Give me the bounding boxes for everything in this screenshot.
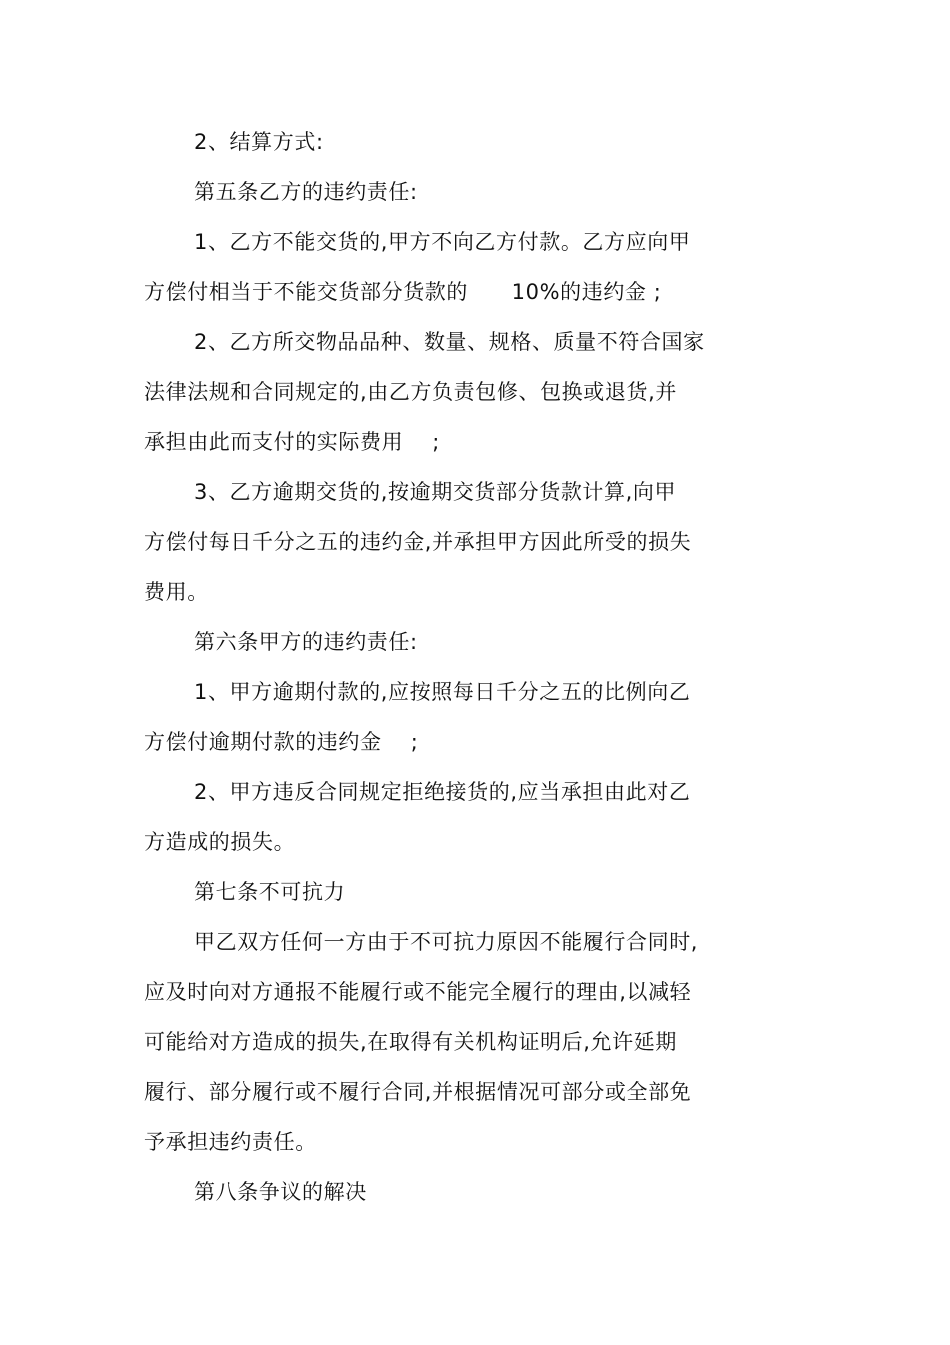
article-6-clause-1-line-2: 方偿付逾期付款的违约金 ; [144,730,419,754]
article-5-heading: 第五条乙方的违约责任: [194,180,418,204]
article-5-clause-3-line-1: 3、乙方逾期交货的,按逾期交货部分货款计算,向甲 [194,480,677,504]
article-8-heading: 第八条争议的解决 [194,1180,367,1204]
article-5-clause-3-line-2: 方偿付每日千分之五的违约金,并承担甲方因此所受的损失 [144,530,692,554]
article-5-clause-2-line-2: 法律法规和合同规定的,由乙方负责包修、包换或退货,并 [144,380,677,404]
article-6-clause-2-line-1: 2、甲方违反合同规定拒绝接货的,应当承担由此对乙 [194,780,691,804]
article-7-body-line-2: 应及时向对方通报不能履行或不能完全履行的理由,以减轻 [144,980,692,1004]
article-7-body-line-5: 予承担违约责任。 [144,1130,317,1154]
article-5-clause-2-line-3: 承担由此而支付的实际费用 ; [144,430,440,454]
article-5-clause-3-line-3: 费用。 [144,580,209,604]
article-5-clause-1-line-1: 1、乙方不能交货的,甲方不向乙方付款。乙方应向甲 [194,230,691,254]
article-7-body-line-3: 可能给对方造成的损失,在取得有关机构证明后,允许延期 [144,1030,677,1054]
article-5-clause-1-line-2: 方偿付相当于不能交货部分货款的 10%的违约金 ; [144,280,662,304]
article-7-body-line-4: 履行、部分履行或不履行合同,并根据情况可部分或全部免 [144,1080,692,1104]
article-5-clause-2-line-1: 2、乙方所交物品品种、数量、规格、质量不符合国家 [194,330,705,354]
settlement-method-line: 2、结算方式: [194,130,324,154]
article-6-clause-1-line-1: 1、甲方逾期付款的,应按照每日千分之五的比例向乙 [194,680,691,704]
article-7-heading: 第七条不可抗力 [194,880,346,904]
article-7-body-line-1: 甲乙双方任何一方由于不可抗力原因不能履行合同时, [194,930,699,954]
article-6-clause-2-line-2: 方造成的损失。 [144,830,296,854]
article-6-heading: 第六条甲方的违约责任: [194,630,418,654]
